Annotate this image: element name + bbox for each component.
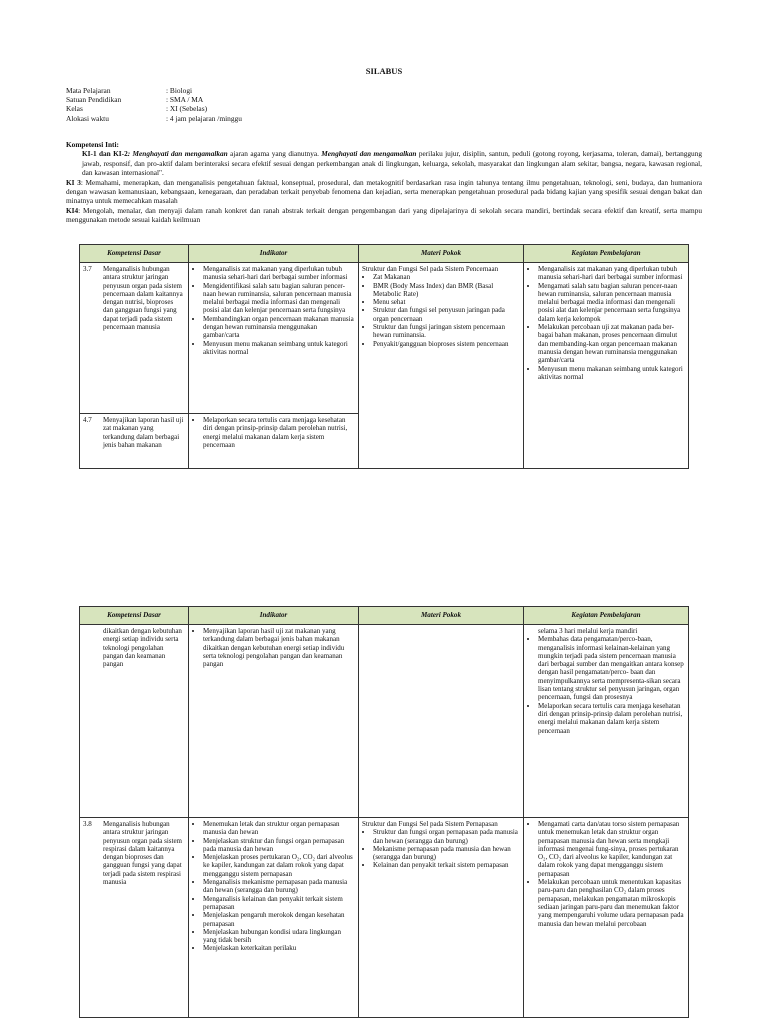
list-item: • Mekanisme pernapasan pada manusia dan hewan (serangga dan burung) xyxy=(373,845,520,862)
list-item: • Menganalisis mekanisme pernapasan pada manusia dan hewan (serangga dan burung) xyxy=(203,878,355,895)
meta-label: Mata Pelajaran xyxy=(66,86,111,95)
materi-title: Struktur dan Fungsi Sel pada Sistem Pernapasan xyxy=(362,820,498,828)
meta-label: Satuan Pendidikan xyxy=(66,95,122,105)
list-item: • Melakukan percobaan untuk menentukan kapasitas paru-paru dan penghasilan CO₂ dalam proses pernapasan, melakukan pengamatan mikroskopis sediaan jaringan paru-paru dan menemukan faktor yang mempengaruhi volume udara pernapasan pada manusia dan hewan melalui percobaan xyxy=(538,878,685,928)
list-item: • Menganalisis zat makanan yang diperlukan tubuh manusia sehari-hari dari berbagai sumber informasi xyxy=(203,265,355,282)
col-header: Indikator xyxy=(189,245,359,263)
col-header: Indikator xyxy=(189,607,359,625)
ki12-paragraph: KI-1 dan KI-2: Menghayati dan mengamalkan ajaran agama yang dianutnya. Menghayati dan mengamalkan perilaku jujur, disiplin, santun, peduli (gotong royong, kerjasama, toleran, damai), bertanggung jawab, responsif, dan pro-aktif dalam berinteraksi secara efektif sesuai dengan perkembangan anak di lingkungan, keluarga, sekolah, masyarakat dan lingkungan alam sekitar, bangsa, negara, kawasan regional, dan kawasan internasional". xyxy=(82,149,702,178)
syllabus-table-1 xyxy=(79,244,689,469)
kegiatan-cell xyxy=(524,625,689,818)
core-competencies: Kompetensi Inti: KI-1 dan KI-2: Menghayati dan mengamalkan ajaran agama yang dianutnya. Menghayati dan mengamalkan perilaku jujur, disiplin, santun, peduli (gotong royong, kerjasama, toleran, damai), bertanggung jawab, responsif, dan pro-aktif dalam berinteraksi secara efektif sesuai dengan perkembangan anak di lingkungan, keluarga, sekolah, masyarakat dan lingkungan alam sekitar, bangsa, negara, kawasan regional, dan kawasan internasional". KI 3: Memahami, menerapkan, dan menganalisis pengetahuan faktual, konseptual, prosedural, dan metakognitif berdasarkan rasa ingin tahunya tentang ilmu pengetahuan, teknologi, seni, budaya, dan humaniora dengan wawasan kemanusiaan, kebangsaan, kenegaraan, dan peradaban terkait penyebab fenomena dan kejadian, serta menerapkan pengetahuan prosedural pada bidang kajian yang spesifik sesuai dengan bakat dan minatnya untuk memecahkan masalah KI4: Mengolah, menalar, dan menyaji dalam ranah konkret dan ranah abstrak terkait dengan pengembangan dari yang dipelajarinya di sekolah secara mandiri, bertindak secara efektif dan kreatif, serta mampu menggunakan metode sesuai kaidah keilmuan xyxy=(66,140,702,225)
list-item: • Membandingkan organ pencernaan makanan manusia dengan hewan ruminansia menggunakan gambar/carta xyxy=(203,315,355,340)
indikator-cell xyxy=(189,625,359,818)
syllabus-table-2 xyxy=(79,606,689,1018)
kd-cell: 3.7 Menganalisis hubungan antara struktur jaringan penyusun organ pada sistem pencernaan dalam kaitannya dengan nutrisi, bioproses dan gangguan fungsi yang dapat terjadi pada sistem pencernaan manusia xyxy=(80,263,189,414)
kd-cell: 4.7 Menyajikan laporan hasil uji zat makanan yang terkandung dalam berbagai jenis bahan makanan xyxy=(80,414,189,469)
meta-label: Kelas xyxy=(66,104,83,114)
list-item: • Membahas data pengamatan/perco-baan, menganalisis informasi kelainan-kelainan yang mungkin terjadi pada sistem pencernaan manusia dari berbagai sumber dan mengaitkan antara konsep dengan hasil pengamatan/perco- baan dan menyimpulkannya serta mempresenta-sikan secara lisan tentang struktur sel penyusun jaringan, organ pencernaan, fungsi dan prosesnya xyxy=(538,635,685,701)
materi-cell xyxy=(359,625,524,818)
materi-cell xyxy=(359,263,524,469)
ki-heading: Kompetensi Inti xyxy=(66,140,117,149)
list-item: • Penyakit/gangguan bioproses sistem pencernaan xyxy=(373,340,520,348)
indikator-cell xyxy=(189,414,359,469)
list-item: • Melaporkan secara tertulis cara menjaga kesehatan diri dengan prinsip-prinsip dalam perolehan nutrisi, energi melalui makanan dalam kerja sistem pencernaan xyxy=(203,416,355,449)
list-item: • Menu sehat xyxy=(373,298,520,306)
table-header-row xyxy=(80,245,689,263)
table-row xyxy=(80,818,689,1018)
list-item: selama 3 hari melalui kerja mandiri xyxy=(538,627,638,635)
page-title: SILABUS xyxy=(365,66,403,76)
table-row xyxy=(80,263,689,414)
list-item: • Menganalisis zat makanan yang diperlukan tubuh manusia sehari-hari dari berbagai sumber informasi xyxy=(538,265,685,282)
list-item: • Struktur dan fungsi sel penyusun jaringan pada organ pencernaan xyxy=(373,306,520,323)
materi-title: Struktur dan Fungsi Sel pada Sistem Pencernaan xyxy=(362,265,499,273)
list-item: • Menyajikan laporan hasil uji zat makanan yang terkandung dalam berbagai jenis bahan makanan dikaitkan dengan kebutuhan energi setiap individu serta teknologi pengolahan pangan dan keamanan pangan xyxy=(203,627,355,668)
list-item: • Menjelaskan hubungan kondisi udara lingkungan yang tidak bersih xyxy=(203,928,355,945)
kd-cell: dikaitkan dengan kebutuhan energi setiap individu serta teknologi pengolahan pangan dan keamanan pangan xyxy=(80,625,189,818)
list-item: • Mengamati salah satu bagian saluran pencer-naan hewan ruminansia, saluran pencernaan manusia melalui berbagai media informasi dan mengenali posisi alat dan kelenjar pencernaan serta fungsinya dalam kerja kelompok xyxy=(538,282,685,323)
list-item: • Menjelaskan pengaruh merokok dengan kesehatan pernapasan xyxy=(203,911,355,928)
col-header: Kegiatan Pembelajaran xyxy=(524,245,689,263)
col-header: Kompetensi Dasar xyxy=(80,607,189,625)
ki4-paragraph: KI4: Mengolah, menalar, dan menyaji dalam ranah konkret dan ranah abstrak terkait dengan pengembangan dari yang dipelajarinya di sekolah secara mandiri, bertindak secara efektif dan kreatif, serta mampu menggunakan metode sesuai kaidah keilmuan xyxy=(66,205,702,225)
list-item: • Mengidentifikasi salah satu bagian saluran pencer-naan hewan ruminansia, saluran pencernaan manusia melalui berbagai media informasi dan mengenali posisi alat dan kelenjar pencernaan serta fungsinya xyxy=(203,282,355,315)
kd-cell: 3.8 Menganalisis hubungan antara struktur jaringan penyusun organ pada sistem respirasi dalam kaitannya dengan bioproses dan gangguan fungsi yang dapat terjadi pada sistem respirasi manusia xyxy=(80,818,189,1018)
indikator-cell xyxy=(189,818,359,1018)
ki3-paragraph: KI 3: Memahami, menerapkan, dan menganalisis pengetahuan faktual, konseptual, prosedural, dan metakognitif berdasarkan rasa ingin tahunya tentang ilmu pengetahuan, teknologi, seni, budaya, dan humaniora dengan wawasan kemanusiaan, kebangsaan, kenegaraan, dan peradaban terkait penyebab fenomena dan kejadian, serta menerapkan pengetahuan prosedural pada bidang kajian yang spesifik sesuai dengan bakat dan minatnya untuk memecahkan masalah xyxy=(66,177,702,206)
table-row xyxy=(80,625,689,818)
list-item: • Menjelaskan keterkaitan perilaku xyxy=(203,944,355,952)
meta-value: : 4 jam pelajaran /minggu xyxy=(166,113,242,123)
meta-value: : SMA / MA xyxy=(166,95,204,105)
kegiatan-cell xyxy=(524,263,689,469)
list-item: • BMR (Body Mass Index) dan BMR (Basal Metabolic Rate) xyxy=(373,282,520,299)
list-item: • Menemukan letak dan struktur organ pernapasan manusia dan hewan xyxy=(203,820,355,837)
col-header: Kegiatan Pembelajaran xyxy=(524,607,689,625)
meta-value: : Biologi xyxy=(166,86,193,95)
col-header: Materi Pokok xyxy=(359,607,524,625)
list-item: • Struktur dan fungsi organ pernapasan pada manusia dan hewan (serangga dan burung) xyxy=(373,828,520,845)
indikator-cell xyxy=(189,263,359,414)
table-header-row xyxy=(80,607,689,625)
meta-label: Alokasi waktu xyxy=(66,113,109,123)
list-item: • Melaporkan secara tertulis cara menjaga kesehatan diri dengan prinsip-prinsip dalam perolehan nutrisi, energi melalui makanan dalam kerja sistem pencernaan xyxy=(538,702,685,735)
list-item: • Zat Makanan xyxy=(373,273,520,281)
list-item: • Struktur dan fungsi jaringan sistem pencernaan hewan ruminansia. xyxy=(373,323,520,340)
col-header: Materi Pokok xyxy=(359,245,524,263)
col-header: Kompetensi Dasar xyxy=(80,245,189,263)
list-item: • Mengamati carta dan/atau torso sistem pernapasan untuk menemukan letak dan struktur organ pernapasan manusia dan hewan serta mengkaji informasi mengenai fung-sinya, proses pertukaran O₂, CO₂ dari alveolus ke kapiler, kandungan zat dalam rokok yang dapat mengganggu sistem pernapasan xyxy=(538,820,685,878)
meta-value: : XI (Sebelas) xyxy=(166,104,208,114)
list-item: • Menjelaskan struktur dan fungsi organ pernapasan pada manusia dan hewan xyxy=(203,837,355,854)
list-item: • Menjelaskan proses pertukaran O₂, CO₂ dari alveolus ke kapiler, kandungan zat dalam rokok yang dapat mengganggu sistem pernapasan xyxy=(203,853,355,878)
list-item: • Kelainan dan penyakit terkait sistem pernapasan xyxy=(373,861,520,869)
list-item: • Melakukan percobaan uji zat makanan pada ber-bagai bahan makanan, proses pencernaan dimulut dan membanding-kan organ pencernaan makanan manusia dengan hewan ruminansia menggunakan gambar/carta xyxy=(538,323,685,364)
list-item: • Menyusun menu makanan seimbang untuk kategori aktivitas normal xyxy=(538,365,685,382)
materi-cell xyxy=(359,818,524,1018)
list-item: • Menyusun menu makanan seimbang untuk kategori aktivitas normal xyxy=(203,340,355,357)
list-item: • Menganalisis kelainan dan penyakit terkait sistem pernapasan xyxy=(203,895,355,912)
kegiatan-cell xyxy=(524,818,689,1018)
identity-block xyxy=(66,86,242,123)
